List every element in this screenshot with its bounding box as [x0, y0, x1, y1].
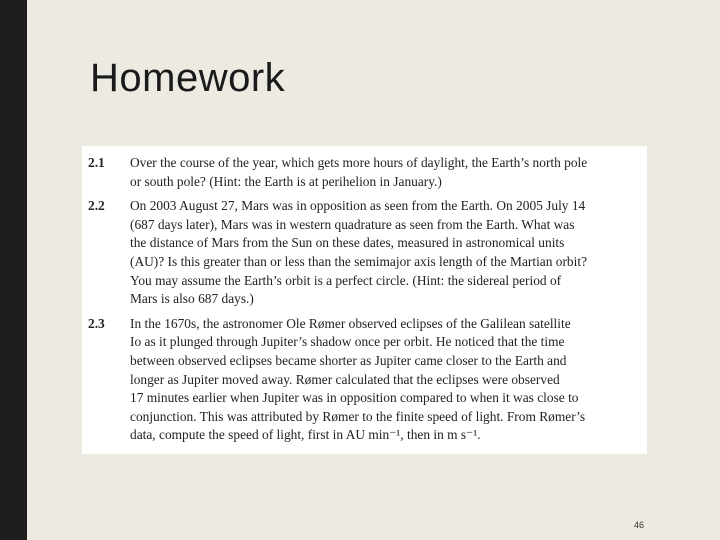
problem-number: 2.1: [88, 155, 105, 170]
homework-problems-image: [82, 146, 647, 454]
left-accent-bar: [0, 0, 27, 540]
slide-title: Homework: [90, 56, 286, 100]
slide-number: 46: [634, 520, 645, 530]
problem-text: On 2003 August 27, Mars was in opposition as seen from the Earth. On 2005 July 14 (687 days later), Mars was in western quadrature as seen from the Earth. What was the distance of Mars from the Sun on these dates, measured in astronomical units (AU)? Is this greater than or less than the semimajor axis length of the Martian orbit? You may assume the Earth’s orbit is a perfect circle. (Hint: the sidereal period of Mars is also 687 days.): [130, 198, 588, 307]
problem-text: Over the course of the year, which gets more hours of daylight, the Earth’s north pole or south pole? (Hint: the Earth is at perihelion in January.): [130, 155, 588, 189]
problem-number: 2.2: [88, 198, 105, 214]
problem-number: 2.3: [88, 315, 105, 331]
problem-2-1: [88, 154, 637, 191]
problem-text: In the 1670s, the astronomer Ole Rømer observed eclipses of the Galilean satellite Io as it plunged through Jupiter’s shadow once per orbit. He noticed that the time between observed eclipses became shorter as Jupiter came closer to the Earth and longer as Jupiter moved away. Rømer calculated that the eclipses were observed 17 minutes earlier when Jupiter was in opposition compared to when it was close to conjunction. This was attributed by Rømer to the finite speed of light. From Rømer’s data, compute the speed of light, first in AU min⁻¹, then in m s⁻¹.: [130, 315, 586, 443]
problem-2-2: [88, 197, 637, 309]
problem-2-3: [88, 315, 637, 445]
